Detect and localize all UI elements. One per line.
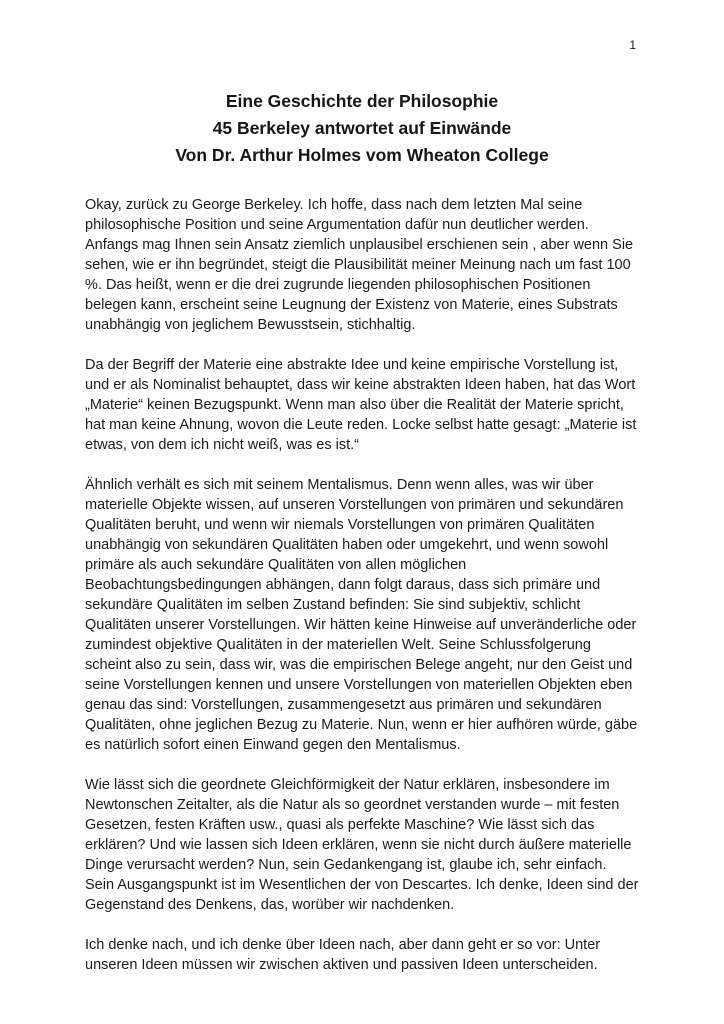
document-body	[85, 195, 639, 975]
page-number: 1	[629, 38, 636, 52]
title-line-lecture: 45 Berkeley antwortet auf Einwände	[212, 118, 512, 139]
document-title	[85, 88, 639, 169]
title-line-series: Eine Geschichte der Philosophie	[225, 91, 499, 111]
paragraph: Okay, zurück zu George Berkeley. Ich hoffe, dass nach dem letzten Mal seine philosophische Position und seine Argumentation dafür nun deutlicher werden. Anfangs mag Ihnen sein Ansatz ziemlich unplausibel erschienen sein , aber wenn Sie sehen, wie er ihn begründet, steigt die Plausibilität meiner Meinung nach um fast 100 %. Das heißt, wenn er die drei zugrunde liegenden philosophischen Positionen belegen kann, erscheint seine Leugnung der Existenz von Materie, eines Substrats unabhängig von jeglichem Bewusstsein, stichhaltig.	[85, 197, 634, 334]
paragraph: Da der Begriff der Materie eine abstrakte Idee und keine empirische Vorstellung ist, und er als Nominalist behauptet, dass wir keine abstrakten Ideen haben, hat das Wort „Materie“ keinen Bezugspunkt. Wenn man also über die Realität der Materie spricht, hat man keine Ahnung, wovon die Leute reden. Locke selbst hatte gesagt: „Materie ist etwas, von dem ich nicht weiß, was es ist.“	[85, 357, 637, 454]
title-line-author: Von Dr. Arthur Holmes vom Wheaton College	[175, 145, 549, 166]
paragraph: Wie lässt sich die geordnete Gleichförmigkeit der Natur erklären, insbesondere im Newtonschen Zeitalter, als die Natur als so geordnet verstanden wurde – mit festen Gesetzen, festen Kräften usw., quasi als perfekte Maschine? Wie lässt sich das erklären? Und wie lassen sich Ideen erklären, wenn sie nicht durch äußere materielle Dinge verursacht werden? Nun, sein Gedankengang ist, glaube ich, sehr einfach. Sein Ausgangspunkt ist im Wesentlichen der von Descartes. Ich denke, Ideen sind der Gegenstand des Denkens, das, worüber wir nachdenken.	[85, 777, 639, 914]
paragraph: Ich denke nach, und ich denke über Ideen nach, aber dann geht er so vor: Unter unseren Ideen müssen wir zwischen aktiven und passiven Ideen unterscheiden.	[85, 937, 601, 974]
paragraph: Ähnlich verhält es sich mit seinem Mentalismus. Denn wenn alles, was wir über materielle Objekte wissen, auf unseren Vorstellungen von primären und sekundären Qualitäten beruht, und wenn wir niemals Vorstellungen von primären Qualitäten unabhängig von sekundären Qualitäten haben oder umgekehrt, und wenn sowohl primäre als auch sekundäre Qualitäten von allen möglichen Beobachtungsbedingungen abhängen, dann folgt daraus, dass sich primäre und sekundäre Qualitäten im selben Zustand befinden: Sie sind subjektiv, schlicht Qualitäten unserer Vorstellungen. Wir hätten keine Hinweise auf unveränderliche oder zumindest objektive Qualitäten in der materiellen Welt. Seine Schlussfolgerung scheint also zu sein, dass wir, was die empirischen Belege angeht, nur den Geist und seine Vorstellungen kennen und unsere Vorstellungen von materiellen Objekten eben genau das sind: Vorstellungen, zusammengesetzt aus primären und sekundären Qualitäten, ohne jeglichen Bezug zu Materie. Nun, wenn er hier aufhören würde, gäbe es natürlich sofort einen Einwand gegen den Mentalismus.	[85, 477, 638, 754]
